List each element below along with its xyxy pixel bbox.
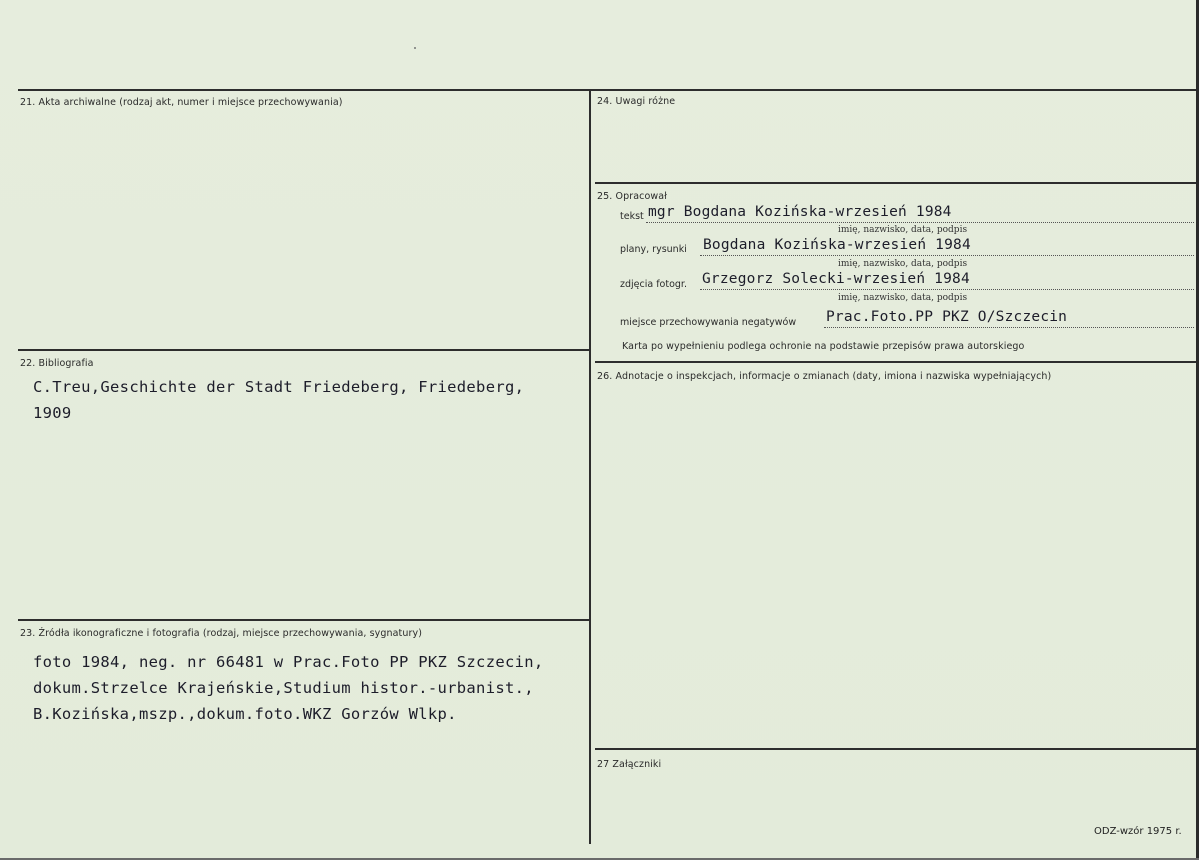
author-drawings-hint: imię, nazwisko, data, podpis <box>838 259 968 269</box>
author-photos-value: Grzegorz Solecki-wrzesień 1984 <box>702 271 970 287</box>
author-drawings-dotted-line <box>700 255 1194 256</box>
sources-line-2: dokum.Strzelce Krajeńskie,Studium histor.-urbanist., <box>33 679 534 697</box>
paper-speck <box>414 47 416 49</box>
center-divider <box>589 89 591 844</box>
divider-24-25 <box>595 182 1196 184</box>
negatives-location-row <box>620 307 1194 327</box>
copyright-note: Karta po wypełnieniu podlega ochronie na podstawie przepisów prawa autorskiego <box>622 341 1025 352</box>
negatives-location-label: miejsce przechowywania negatywów <box>620 317 797 328</box>
author-photos-hint: imię, nazwisko, data, podpis <box>838 293 968 303</box>
section-22-label: 22. Bibliografia <box>20 358 94 369</box>
author-text-hint: imię, nazwisko, data, podpis <box>838 225 968 235</box>
section-21-label: 21. Akta archiwalne (rodzaj akt, numer i miejsce przechowywania) <box>20 97 343 108</box>
author-photos-row <box>620 271 1194 291</box>
bibliography-line-2: 1909 <box>33 404 72 422</box>
author-text-row <box>620 204 1194 224</box>
section-25-label: 25. Opracował <box>597 191 667 202</box>
negatives-location-dotted-line <box>824 327 1194 328</box>
sources-line-3: B.Kozińska,mszp.,dokum.foto.WKZ Gorzów Wlkp. <box>33 705 457 723</box>
author-photos-label: zdjęcia fotogr. <box>620 279 687 290</box>
divider-26-27 <box>595 748 1196 750</box>
section-27-label: 27 Załączniki <box>597 759 662 770</box>
section-26-label: 26. Adnotacje o inspekcjach, informacje o zmianach (daty, imiona i nazwiska wypełniających) <box>597 371 1052 382</box>
author-drawings-row <box>620 237 1194 257</box>
author-drawings-label: plany, rysunki <box>620 244 687 255</box>
sources-line-1: foto 1984, neg. nr 66481 w Prac.Foto PP PKZ Szczecin, <box>33 653 544 671</box>
section-23-label: 23. Źródła ikonograficzne i fotografia (rodzaj, miejsce przechowywania, sygnatury) <box>20 628 423 639</box>
negatives-location-value: Prac.Foto.PP PKZ O/Szczecin <box>826 309 1068 325</box>
divider-22-23 <box>18 619 589 621</box>
author-text-label: tekst <box>620 211 644 222</box>
author-text-dotted-line <box>646 222 1194 223</box>
author-drawings-value: Bogdana Kozińska-wrzesień 1984 <box>703 237 971 253</box>
section-24-label: 24. Uwagi różne <box>597 96 676 107</box>
divider-25-26 <box>595 361 1196 363</box>
top-rule <box>18 89 1196 91</box>
form-template-mark: ODZ-wzór 1975 r. <box>1094 826 1182 837</box>
author-photos-dotted-line <box>700 289 1194 290</box>
author-text-value: mgr Bogdana Kozińska-wrzesień 1984 <box>648 204 952 220</box>
bibliography-line-1: C.Treu,Geschichte der Stadt Friedeberg, Friedeberg, <box>33 378 525 396</box>
divider-21-22 <box>18 349 589 351</box>
